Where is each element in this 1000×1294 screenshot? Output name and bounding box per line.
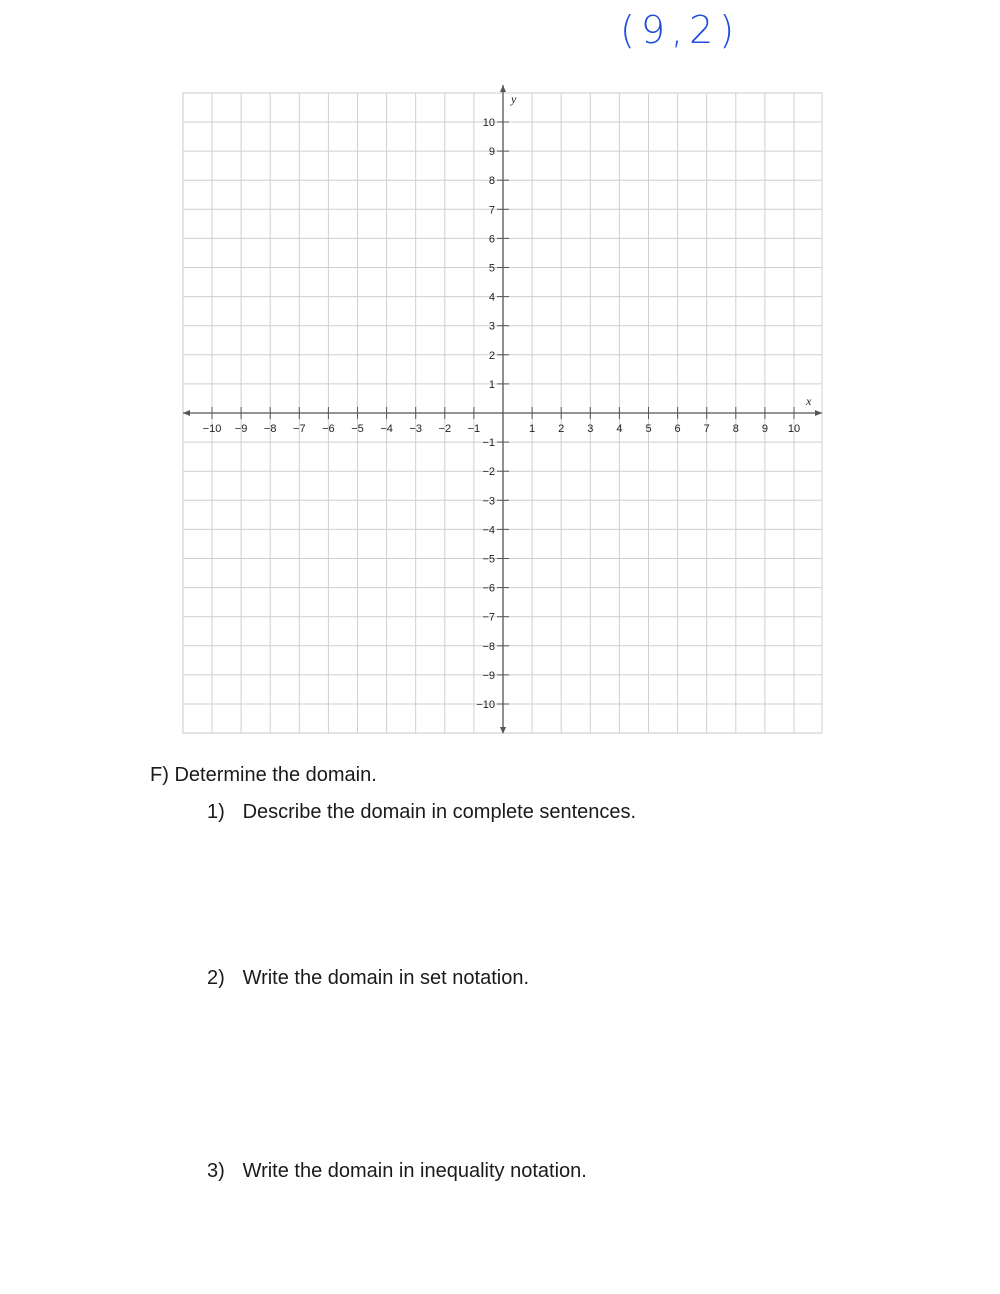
y-tick-label: 8	[488, 175, 495, 188]
x-tick-label: −8	[263, 423, 277, 435]
x-tick-label: 4	[616, 423, 623, 435]
y-tick-label: 5	[488, 262, 495, 275]
x-tick-label: 5	[645, 423, 652, 435]
question-2	[207, 967, 529, 990]
y-tick-label: 6	[488, 233, 495, 246]
x-axis-label: x	[806, 394, 812, 408]
question-2-text: Write the domain in set notation.	[242, 967, 530, 989]
y-axis-arrow-up	[500, 85, 506, 92]
x-tick-label: −3	[409, 423, 422, 435]
x-tick-label: 1	[529, 423, 536, 435]
y-tick-label: 10	[482, 117, 495, 129]
x-tick-label: 2	[558, 423, 565, 435]
y-tick-label: −5	[482, 553, 495, 566]
y-tick-label: −3	[482, 495, 495, 508]
x-tick-label: −4	[380, 423, 393, 435]
question-f-text: Determine the domain.	[174, 764, 377, 786]
x-tick-label: −10	[202, 423, 222, 435]
y-tick-label: 4	[488, 291, 495, 304]
y-tick-label: 9	[488, 146, 495, 159]
question-f-label: F)	[150, 764, 169, 786]
x-tick-label: 6	[674, 423, 681, 435]
x-tick-label: 9	[761, 423, 768, 435]
question-3-number: 3)	[207, 1160, 225, 1182]
question-3	[207, 1160, 587, 1183]
y-tick-label: −8	[482, 640, 495, 653]
y-axis-label: y	[511, 92, 517, 106]
question-2-number: 2)	[207, 967, 225, 989]
x-tick-label: −7	[293, 423, 306, 435]
x-tick-label: 10	[787, 423, 801, 435]
question-1	[207, 801, 636, 824]
y-tick-label: −1	[482, 437, 495, 450]
y-tick-label: −4	[482, 524, 495, 537]
y-tick-label: −2	[482, 466, 495, 479]
x-tick-label: −6	[322, 423, 335, 435]
y-tick-label: −7	[482, 611, 495, 624]
x-tick-label: 7	[703, 423, 710, 435]
x-tick-label: −1	[467, 423, 481, 435]
question-1-text: Describe the domain in complete sentences.	[242, 801, 637, 823]
y-tick-label: 3	[488, 320, 495, 333]
x-tick-label: −2	[438, 423, 452, 435]
y-tick-label: −6	[482, 582, 495, 595]
y-tick-label: 2	[488, 349, 495, 362]
x-tick-label: 8	[732, 423, 739, 435]
y-tick-label: 7	[488, 204, 495, 217]
x-tick-label: 3	[587, 423, 594, 435]
question-3-text: Write the domain in inequality notation.	[242, 1160, 587, 1182]
y-tick-label: −10	[476, 699, 495, 711]
y-tick-label: 1	[488, 378, 495, 391]
handwritten-point-note: (9,2)	[620, 8, 741, 52]
question-f	[150, 764, 377, 787]
y-tick-label: −9	[482, 669, 495, 682]
x-tick-label: −9	[234, 423, 248, 435]
x-tick-label: −5	[351, 423, 364, 435]
question-1-number: 1)	[207, 801, 225, 823]
